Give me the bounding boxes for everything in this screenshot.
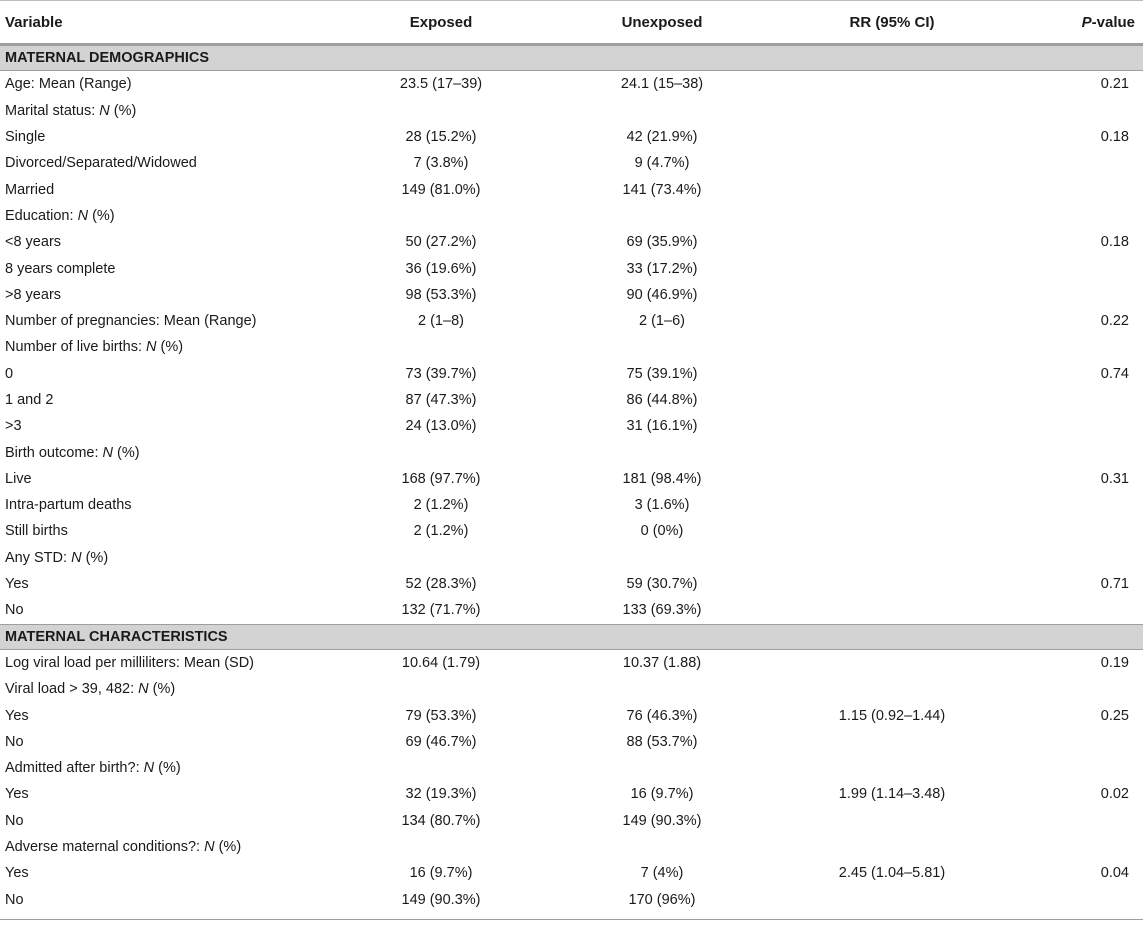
cell-unexposed: 24.1 (15–38) (620, 76, 704, 93)
cell-variable (0, 550, 330, 566)
cell-variable (0, 76, 330, 92)
cell-unexposed: 75 (39.1%) (626, 365, 698, 382)
cell-variable (0, 813, 330, 829)
cell-exposed: 73 (39.7%) (405, 365, 477, 382)
cell-exposed: 149 (90.3%) (401, 891, 481, 908)
table-row (0, 466, 1143, 492)
variable-label: Number of pregnancies: Mean (Range) (5, 313, 257, 330)
cell-exposed: 7 (3.8%) (413, 155, 469, 172)
cell-unexposed: 33 (17.2%) (626, 260, 698, 277)
cell-unexposed: 86 (44.8%) (626, 392, 698, 408)
variable-label: Viral load > 39, 482: (5, 681, 139, 698)
table-row (0, 492, 1143, 518)
table-row (0, 98, 1143, 124)
variable-label: Divorced/Separated/Widowed (5, 155, 197, 172)
cell-unexposed: 133 (69.3%) (622, 602, 702, 619)
cell-unexposed: 16 (9.7%) (630, 786, 694, 803)
variable-label: 0 (5, 365, 14, 382)
cell-variable (0, 103, 330, 119)
variable-label: 8 years complete (5, 260, 116, 277)
cell-variable (0, 392, 330, 408)
variable-label: Any STD: (5, 549, 72, 566)
cell-unexposed: 31 (16.1%) (626, 418, 698, 435)
cell-p-value: 0.74 (1100, 365, 1129, 382)
cell-unexposed: 149 (90.3%) (622, 812, 702, 829)
cell-variable (0, 708, 330, 724)
variable-label-tail: (%) (156, 339, 184, 356)
cell-unexposed: 90 (46.9%) (626, 286, 698, 303)
cell-exposed: 2 (1–8) (418, 313, 464, 330)
cell-p-value: 0.25 (1100, 707, 1129, 724)
variable-label: <8 years (5, 234, 62, 251)
cell-rr: 1.99 (1.14–3.48) (838, 786, 946, 803)
table-header (0, 0, 1143, 45)
cell-p-value: 0.31 (1100, 470, 1129, 487)
section-header: MATERNAL DEMOGRAPHICS (0, 45, 1143, 71)
cell-exposed: 79 (53.3%) (405, 707, 477, 724)
table-row (0, 518, 1143, 544)
cell-unexposed: 69 (35.9%) (626, 234, 698, 251)
header-p-value (1012, 14, 1143, 31)
cell-exposed: 168 (97.7%) (401, 470, 481, 487)
table-row (0, 729, 1143, 755)
section-header: MATERNAL CHARACTERISTICS (0, 624, 1143, 650)
cell-exposed: 36 (19.6%) (405, 260, 477, 277)
cell-exposed: 16 (9.7%) (409, 865, 473, 882)
cell-unexposed: 9 (4.7%) (634, 155, 690, 172)
cell-p-value: 0.21 (1100, 76, 1129, 93)
variable-label-n: N (71, 549, 82, 566)
cell-unexposed: 42 (21.9%) (626, 129, 698, 146)
cell-variable (0, 261, 330, 277)
cell-unexposed: 88 (53.7%) (626, 733, 698, 750)
table-row (0, 124, 1143, 150)
variable-label: No (5, 812, 24, 829)
cell-exposed: 23.5 (17–39) (399, 76, 483, 93)
cell-variable (0, 892, 330, 908)
header-rr: RR (95% CI) (849, 13, 935, 31)
cell-p-value: 0.18 (1100, 234, 1129, 251)
cell-exposed: 2 (1.2%) (413, 523, 469, 540)
table-row (0, 808, 1143, 834)
cell-variable (0, 339, 330, 355)
cell-variable (0, 497, 330, 513)
header-p-suffix: -value (1091, 13, 1135, 31)
variable-label: Married (5, 181, 55, 198)
variable-label: Age: Mean (Range) (5, 76, 132, 93)
table-row (0, 755, 1143, 781)
variable-label-n: N (146, 339, 157, 356)
variable-label-n: N (138, 681, 149, 698)
table-row (0, 334, 1143, 360)
cell-p-value: 0.22 (1100, 313, 1129, 330)
variable-label: >8 years (5, 286, 62, 303)
table-row (0, 176, 1143, 202)
table-row (0, 361, 1143, 387)
table-row (0, 650, 1143, 676)
variable-label: Birth outcome: (5, 444, 103, 461)
variable-label: Yes (5, 786, 29, 803)
variable-label-tail: (%) (214, 839, 242, 856)
variable-label-n: N (77, 207, 89, 224)
cell-exposed: 132 (71.7%) (401, 602, 481, 619)
cell-variable (0, 602, 330, 618)
cell-unexposed: 3 (1.6%) (634, 497, 690, 514)
variable-label-tail: (%) (109, 102, 137, 119)
cell-variable (0, 155, 330, 171)
table-row (0, 282, 1143, 308)
variable-label: Still births (5, 523, 68, 540)
cell-unexposed: 10.37 (1.88) (622, 654, 702, 671)
cell-unexposed: 0 (0%) (640, 523, 684, 540)
table-row (0, 255, 1143, 281)
table-row (0, 308, 1143, 334)
variable-label: Yes (5, 707, 29, 724)
header-variable: Variable (5, 13, 63, 31)
cell-variable (0, 445, 330, 461)
cell-unexposed: 170 (96%) (628, 891, 696, 908)
cell-exposed: 98 (53.3%) (405, 286, 477, 303)
cell-variable (0, 471, 330, 487)
cell-variable (0, 182, 330, 198)
cell-variable (0, 865, 330, 881)
cell-exposed: 24 (13.0%) (405, 418, 477, 435)
variable-label-tail: (%) (81, 549, 109, 566)
variable-label: Yes (5, 576, 29, 593)
variable-label: Adverse maternal conditions?: (5, 839, 205, 856)
variable-label: Admitted after birth?: (5, 760, 144, 777)
cell-rr: 2.45 (1.04–5.81) (838, 865, 946, 882)
cell-p-value: 0.18 (1100, 129, 1129, 146)
cell-variable (0, 208, 330, 224)
variable-label: No (5, 733, 24, 750)
cell-variable (0, 576, 330, 592)
table-row (0, 887, 1143, 913)
cell-unexposed: 181 (98.4%) (622, 470, 702, 487)
cell-unexposed: 2 (1–6) (639, 313, 685, 330)
variable-label-n: N (99, 102, 110, 119)
cell-exposed: 10.64 (1.79) (401, 654, 481, 671)
table-row (0, 150, 1143, 176)
cell-exposed: 28 (15.2%) (405, 129, 477, 146)
table-row (0, 571, 1143, 597)
cell-variable (0, 523, 330, 539)
cell-variable (0, 287, 330, 303)
variable-label-tail: (%) (88, 207, 115, 224)
table-row (0, 413, 1143, 439)
variable-label: Live (5, 470, 32, 487)
cell-exposed: 32 (19.3%) (405, 786, 477, 803)
cell-variable (0, 760, 330, 776)
table-row (0, 781, 1143, 807)
header-unexposed: Unexposed (621, 13, 703, 31)
table-row (0, 387, 1143, 413)
cell-variable (0, 234, 330, 250)
variable-label: Number of live births: (5, 339, 147, 356)
variable-label-tail: (%) (154, 760, 181, 777)
cell-exposed: 149 (81.0%) (401, 181, 481, 198)
table-row (0, 439, 1143, 465)
table-row (0, 229, 1143, 255)
cell-exposed: 134 (80.7%) (401, 812, 481, 829)
cell-p-value: 0.19 (1100, 654, 1129, 671)
variable-label: Intra-partum deaths (5, 497, 132, 514)
table-bottom-rule (0, 919, 1143, 920)
cell-variable (0, 839, 330, 855)
variable-label: No (5, 891, 24, 908)
variable-label-n: N (204, 839, 215, 856)
cell-unexposed: 76 (46.3%) (626, 707, 698, 724)
cell-variable (0, 655, 330, 671)
table-row (0, 545, 1143, 571)
cell-unexposed: 59 (30.7%) (626, 576, 698, 593)
cell-variable (0, 734, 330, 750)
cell-variable (0, 786, 330, 802)
variable-label-n: N (102, 444, 113, 461)
variable-label: No (5, 602, 24, 619)
cell-p-value: 0.71 (1100, 576, 1129, 593)
cell-p-value: 0.04 (1100, 865, 1129, 882)
variable-label: 1 and 2 (5, 392, 54, 408)
variable-label: Education: (5, 207, 78, 224)
table-row (0, 702, 1143, 728)
table-row (0, 676, 1143, 702)
variable-label: Yes (5, 865, 29, 882)
cell-variable (0, 681, 330, 697)
variable-label-n: N (143, 760, 155, 777)
table-row (0, 203, 1143, 229)
cell-unexposed: 141 (73.4%) (622, 181, 702, 198)
cell-variable (0, 366, 330, 382)
table-row (0, 834, 1143, 860)
cell-exposed: 69 (46.7%) (405, 733, 477, 750)
cell-variable (0, 129, 330, 145)
cell-exposed: 50 (27.2%) (405, 234, 477, 251)
cell-variable (0, 313, 330, 329)
table-body (0, 45, 1143, 913)
cell-exposed: 87 (47.3%) (405, 392, 477, 408)
cell-unexposed: 7 (4%) (640, 865, 684, 882)
cell-rr: 1.15 (0.92–1.44) (838, 707, 946, 724)
cell-exposed: 2 (1.2%) (413, 497, 469, 514)
variable-label: Marital status: (5, 102, 100, 119)
cell-variable (0, 418, 330, 434)
cell-exposed: 52 (28.3%) (405, 576, 477, 593)
variable-label: Single (5, 129, 46, 146)
variable-label: Log viral load per milliliters: Mean (SD) (5, 654, 254, 671)
header-p-letter: P (1081, 13, 1092, 31)
table-row (0, 860, 1143, 886)
table-row (0, 71, 1143, 97)
header-exposed: Exposed (409, 13, 473, 31)
table-row (0, 597, 1143, 623)
cell-p-value: 0.02 (1100, 786, 1129, 803)
variable-label-tail: (%) (148, 681, 176, 698)
variable-label: >3 (5, 418, 22, 435)
variable-label-tail: (%) (113, 444, 140, 461)
